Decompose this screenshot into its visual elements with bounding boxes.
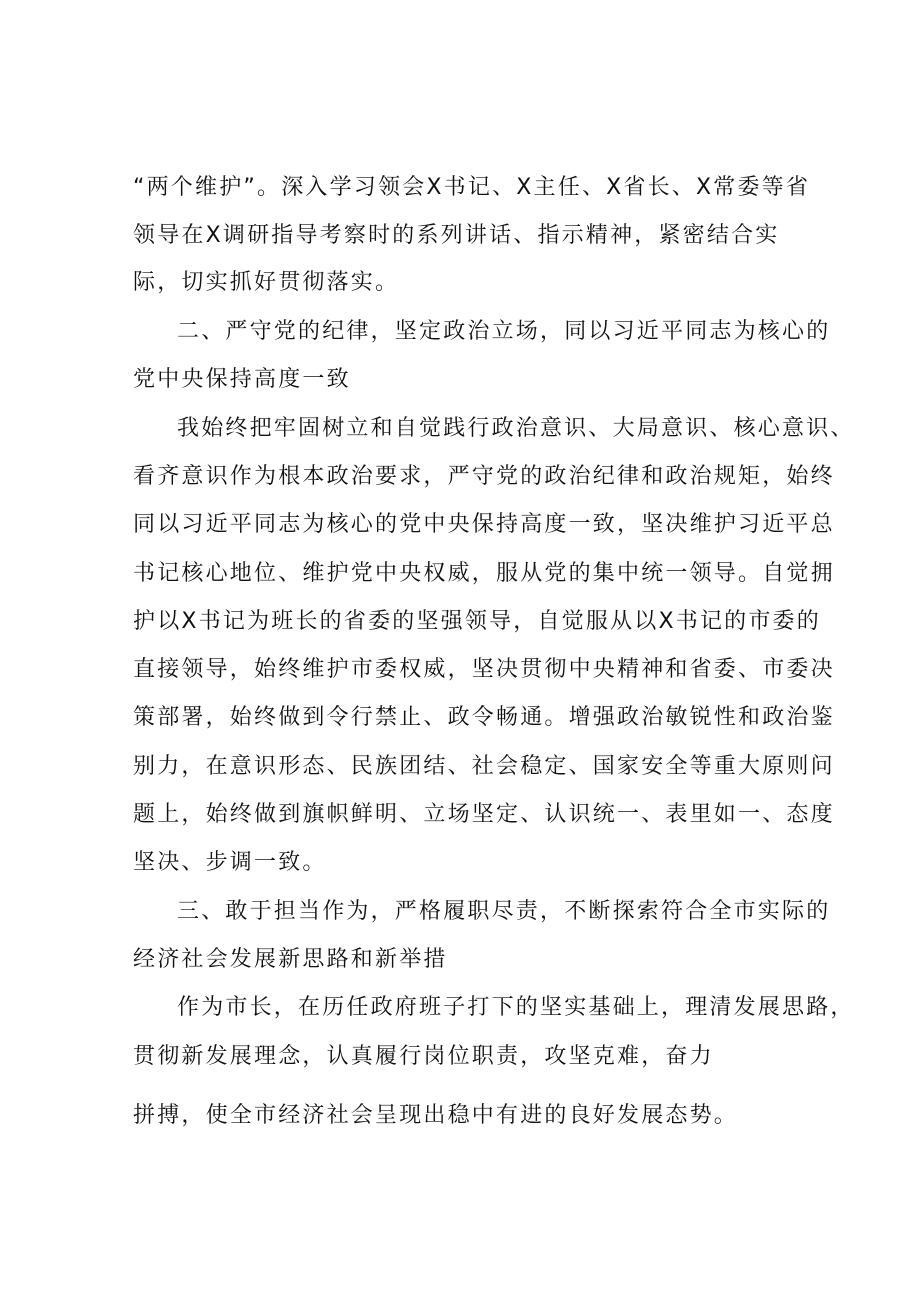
text-line: 别力，在意识形态、民族团结、社会稳定、国家安全等重大原则问 [133, 754, 835, 779]
section-heading-3-cont: 经济社会发展新思路和新举措 [133, 947, 448, 972]
text-line: 拼搏，使全市经济社会呈现出稳中有进的良好发展态势。 [133, 1103, 739, 1128]
text-line: 际，切实抓好贯彻落实。 [133, 270, 400, 295]
text-line: 策部署，始终做到令行禁止、政令畅通。增强政治敏锐性和政治鉴 [133, 705, 835, 730]
text-line: 我始终把牢固树立和自觉践行政治意识、大局意识、核心意识、 [177, 416, 855, 441]
text-line: 看齐意识作为根本政治要求，严守党的政治纪律和政治规矩，始终 [133, 464, 835, 489]
text-line: 坚决、步调一致。 [133, 850, 327, 875]
text-line: 直接领导，始终维护市委权威，坚决贯彻中央精神和省委、市委决 [133, 657, 835, 682]
text-line: “两个维护”。深入学习领会X书记、X主任、X省长、X常委等省 [133, 175, 811, 200]
text-line: 书记核心地位、维护党中央权威，服从党的集中统一领导。自觉拥 [133, 561, 835, 586]
section-heading-2-cont: 党中央保持高度一致 [133, 367, 351, 392]
section-heading-2: 二、严守党的纪律，坚定政治立场，同以习近平同志为核心的 [177, 319, 831, 344]
section-heading-3: 三、敢于担当作为，严格履职尽责，不断探索符合全市实际的 [177, 899, 831, 924]
text-line: 护以X书记为班长的省委的坚强领导，自觉服从以X书记的市委的 [133, 609, 821, 634]
text-line: 领导在X调研指导考察时的系列讲话、指示精神，紧密结合实 [133, 223, 780, 248]
text-line: 作为市长，在历任政府班子打下的坚实基础上，理清发展思路， [177, 995, 855, 1020]
text-line: 贯彻新发展理念，认真履行岗位职责，攻坚克难，奋力 [133, 1044, 714, 1069]
text-line: 同以习近平同志为核心的党中央保持高度一致，坚决维护习近平总 [133, 512, 835, 537]
text-line: 题上，始终做到旗帜鲜明、立场坚定、认识统一、表里如一、态度 [133, 802, 835, 827]
